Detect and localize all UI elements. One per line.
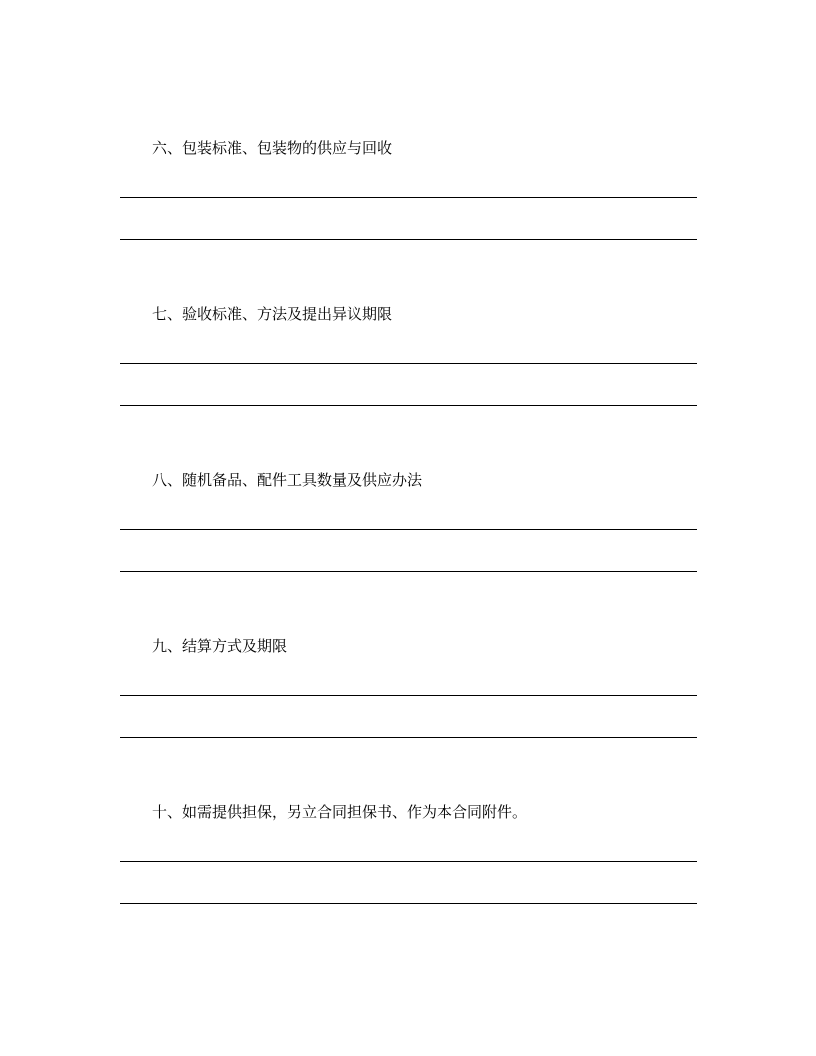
fill-in-line (120, 363, 697, 364)
section-packaging (0, 138, 816, 304)
section-heading: 十、如需提供担保，另立合同担保书、作为本合同附件。 (152, 803, 528, 821)
fill-in-line (120, 737, 697, 738)
fill-in-line (120, 571, 697, 572)
section-guarantee (0, 802, 816, 968)
fill-in-line (120, 529, 697, 530)
section-spare-parts (0, 470, 816, 636)
section-acceptance (0, 304, 816, 470)
fill-in-line (120, 861, 697, 862)
section-heading: 六、包装标准、包装物的供应与回收 (152, 139, 393, 157)
fill-in-line (120, 197, 697, 198)
section-heading: 九、结算方式及期限 (152, 637, 288, 655)
section-heading: 八、随机备品、配件工具数量及供应办法 (152, 471, 423, 489)
fill-in-line (120, 239, 697, 240)
fill-in-line (120, 405, 697, 406)
fill-in-line (120, 903, 697, 904)
section-heading: 七、验收标准、方法及提出异议期限 (152, 305, 393, 323)
fill-in-line (120, 695, 697, 696)
section-settlement (0, 636, 816, 802)
